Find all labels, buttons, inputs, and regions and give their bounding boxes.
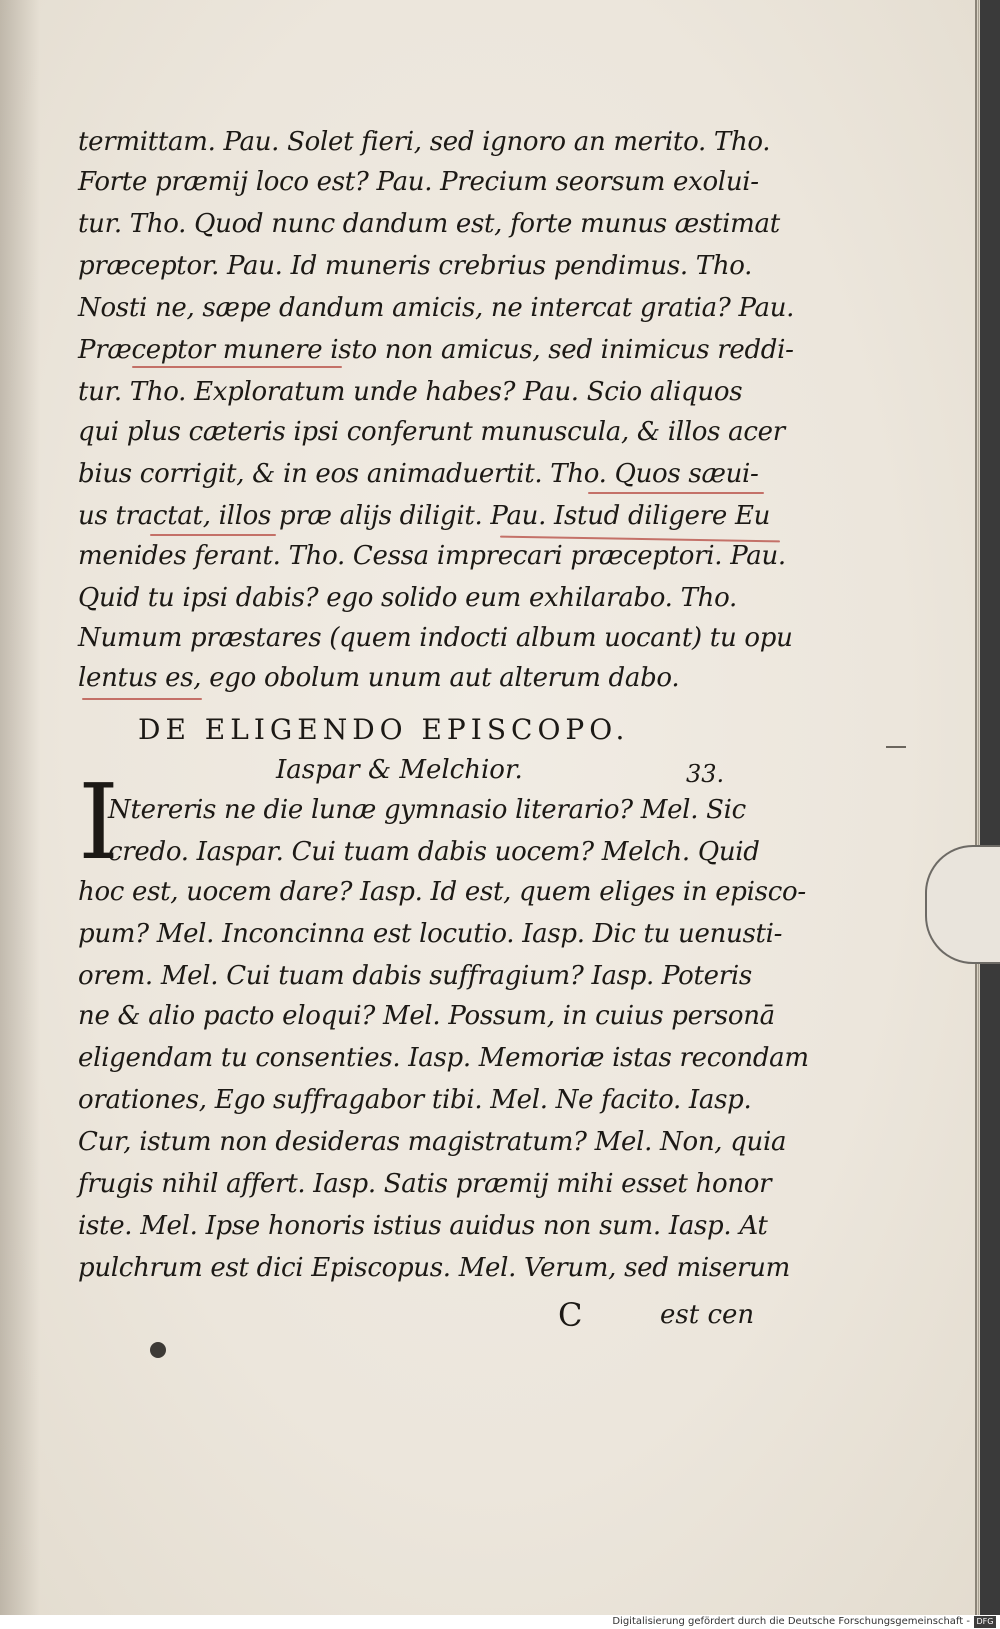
text-line: tur. Tho. Exploratum unde habes? Pau. Scio aliquos	[78, 377, 743, 407]
signature-mark: C	[558, 1296, 583, 1334]
footer-credit: Digitalisierung gefördert durch die Deutsche Forschungsgemeinschaft -	[612, 1616, 970, 1627]
book-clip	[925, 845, 1000, 964]
text-line: bius corrigit, & in eos animaduertit. Tho. Quos sæui-	[78, 459, 759, 489]
text-line: pulchrum est dici Episcopus. Mel. Verum, sed miserum	[78, 1253, 790, 1283]
text-line: Præceptor munere isto non amicus, sed inimicus reddi-	[78, 335, 794, 365]
text-line: termittam. Pau. Solet fieri, sed ignoro an merito. Tho.	[78, 127, 771, 157]
gutter-shadow	[0, 0, 40, 1615]
text-line: tur. Tho. Quod nunc dandum est, forte munus æstimat	[78, 209, 780, 239]
text-line: Forte præmij loco est? Pau. Precium seorsum exolui-	[78, 167, 759, 197]
digitization-footer	[0, 1615, 1000, 1629]
text-line: ne & alio pacto eloqui? Mel. Possum, in cuius personā	[78, 1001, 775, 1031]
text-line: Numum præstares (quem indocti album uocant) tu opu	[78, 623, 793, 653]
section-number: 33.	[686, 760, 725, 788]
text-line: frugis nihil affert. Iasp. Satis præmij mihi esset honor	[78, 1169, 772, 1199]
red-underline	[132, 366, 342, 368]
text-line: eligendam tu consenties. Iasp. Memoriæ istas recondam	[78, 1043, 809, 1073]
red-underline	[588, 492, 764, 494]
text-line: Quid tu ipsi dabis? ego solido eum exhilarabo. Tho.	[78, 583, 737, 613]
text-line: Cur, istum non desideras magistratum? Mel. Non, quia	[78, 1127, 787, 1157]
text-line: orationes, Ego suffragabor tibi. Mel. Ne facito. Iasp.	[78, 1085, 752, 1115]
dfg-logo: DFG	[974, 1616, 996, 1628]
text-line: Nosti ne, sæpe dandum amicis, ne intercat gratia? Pau.	[78, 293, 795, 323]
catchword: est cen	[660, 1300, 755, 1330]
section-heading: DE ELIGENDO EPISCOPO.	[138, 713, 630, 746]
text-line: Ntereris ne die lunæ gymnasio literario? Mel. Sic	[108, 795, 746, 825]
text-line: lentus es, ego obolum unum aut alterum dabo.	[78, 663, 680, 693]
margin-mark	[886, 746, 906, 748]
text-line: iste. Mel. Ipse honoris istius auidus non sum. Iasp. At	[78, 1211, 768, 1241]
text-line: credo. Iaspar. Cui tuam dabis uocem? Melch. Quid	[108, 837, 760, 867]
drop-initial: I	[78, 761, 120, 883]
text-line: orem. Mel. Cui tuam dabis suffragium? Iasp. Poteris	[78, 961, 752, 991]
speakers-heading: Iaspar & Melchior.	[276, 755, 523, 785]
red-underline	[150, 534, 276, 536]
text-line: qui plus cæteris ipsi conferunt munuscula, & illos acer	[78, 417, 785, 447]
ink-spot	[150, 1342, 166, 1358]
text-line: menides ferant. Tho. Cessa imprecari præceptori. Pau.	[78, 541, 786, 571]
text-line: hoc est, uocem dare? Iasp. Id est, quem eliges in episco-	[78, 877, 806, 907]
text-line: præceptor. Pau. Id muneris crebrius pendimus. Tho.	[78, 251, 753, 281]
text-line: pum? Mel. Inconcinna est locutio. Iasp. Dic tu uenusti-	[78, 919, 783, 949]
red-underline	[82, 698, 202, 700]
text-line: us tractat, illos præ alijs diligit. Pau. Istud diligere Eu	[78, 501, 771, 531]
